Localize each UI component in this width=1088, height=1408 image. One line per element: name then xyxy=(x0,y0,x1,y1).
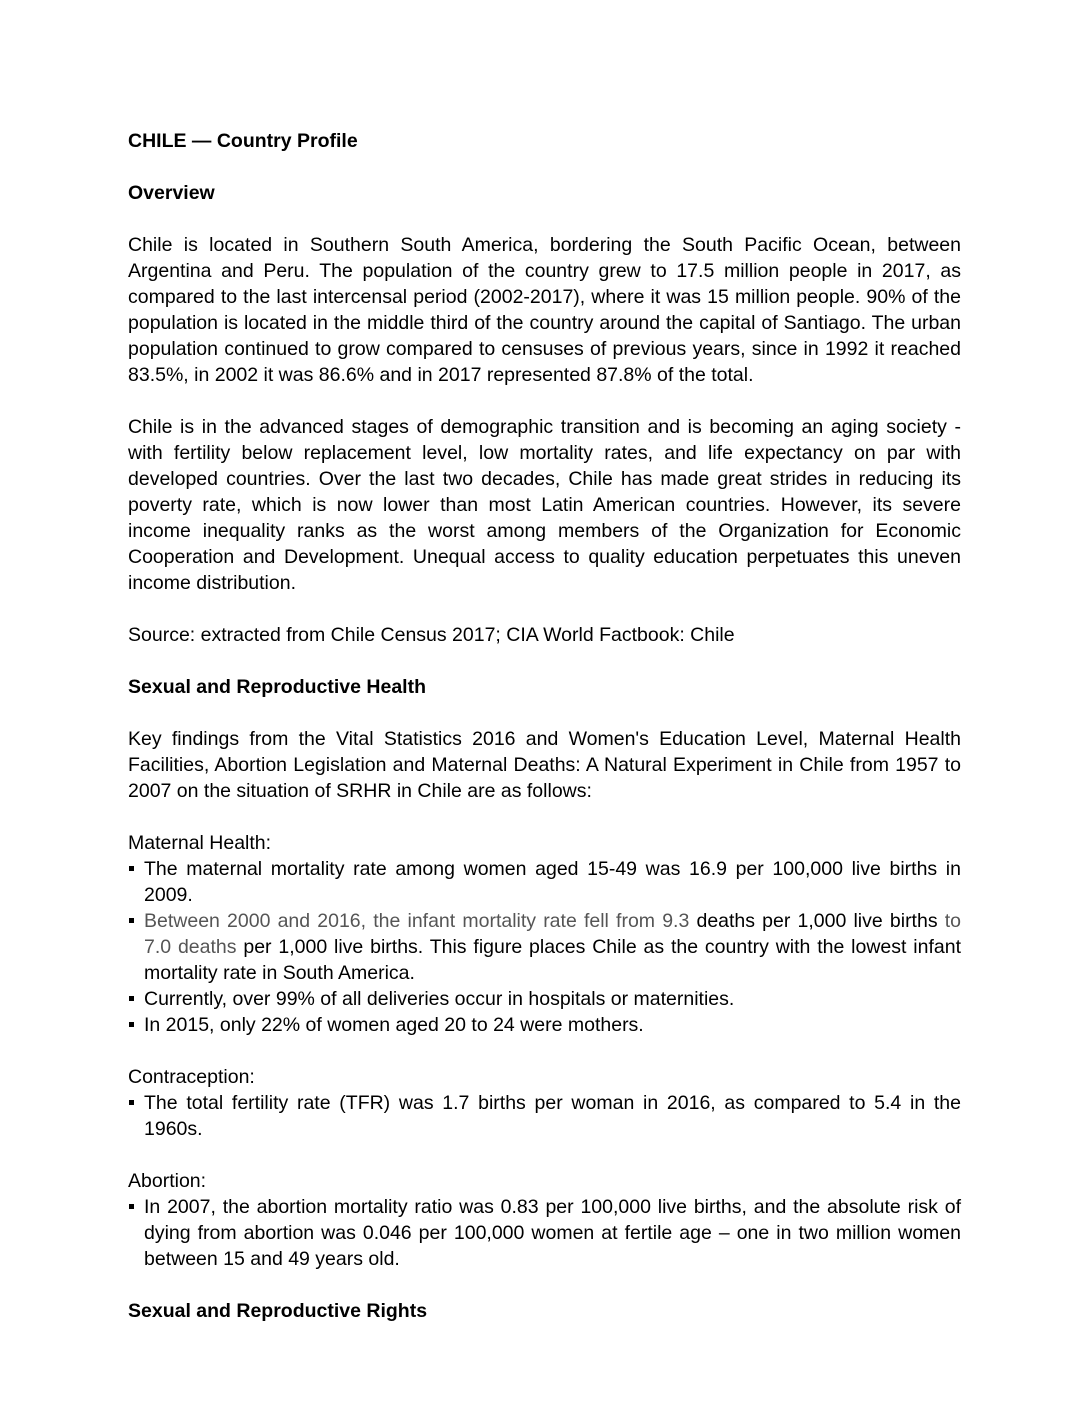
list-item-text-gray: Between 2000 and 2016, the infant mortality rate fell from 9.3 xyxy=(144,910,690,932)
srh-intro: Key findings from the Vital Statistics 2016 and Women's Education Level, Maternal Health Facilities, Abortion Legislation and Maternal Deaths: A Natural Experiment in Chile from 1957 to 2007 on the situation of SRHR in Chile are as follows: xyxy=(128,728,961,802)
list-item-text: deaths per 1,000 live births xyxy=(689,910,945,932)
document-page xyxy=(128,128,961,1324)
overview-heading: Overview xyxy=(128,182,215,204)
list-item xyxy=(128,908,961,986)
bullet-icon xyxy=(129,866,134,871)
srh-heading: Sexual and Reproductive Health xyxy=(128,676,426,698)
source-note: Source: extracted from Chile Census 2017; CIA World Factbook: Chile xyxy=(128,624,735,646)
list-item-text: The total fertility rate (TFR) was 1.7 births per woman in 2016, as compared to 5.4 in the 1960s. xyxy=(144,1092,961,1140)
overview-paragraph-1: Chile is located in Southern South America, bordering the South Pacific Ocean, between Argentina and Peru. The population of the country grew to 17.5 million people in 2017, as compared to the last intercensal period (2002-2017), where it was 15 million people. 90% of the population is located in the middle third of the country around the capital of Santiago. The urban population continued to grow compared to censuses of previous years, since in 1992 it reached 83.5%, in 2002 it was 86.6% and in 2017 represented 87.8% of the total. xyxy=(128,234,961,386)
list-item-text: per 1,000 live births. This figure places Chile as the country with the lowest infant mortality rate in South America. xyxy=(144,936,961,984)
list-item xyxy=(128,986,961,1012)
list-item-text-gray: to 7.0 deaths xyxy=(144,910,961,958)
bullet-icon xyxy=(129,1100,134,1105)
list-item-text: The maternal mortality rate among women aged 15-49 was 16.9 per 100,000 live births in 2009. xyxy=(144,858,961,906)
list-item xyxy=(128,856,961,908)
srr-heading: Sexual and Reproductive Rights xyxy=(128,1300,428,1322)
bullet-icon xyxy=(129,1022,134,1027)
list-item xyxy=(128,1194,961,1272)
overview-paragraph-2: Chile is in the advanced stages of demographic transition and is becoming an aging society - with fertility below replacement level, low mortality rates, and life expectancy on par with developed countries. Over the last two decades, Chile has made great strides in reducing its poverty rate, which is now lower than most Latin American countries. However, its severe income inequality ranks as the worst among members of the Organization for Economic Cooperation and Development. Unequal access to quality education perpetuates this uneven income distribution. xyxy=(128,416,961,594)
abortion-label: Abortion: xyxy=(128,1170,207,1192)
list-item-text: In 2015, only 22% of women aged 20 to 24 were mothers. xyxy=(144,1014,644,1036)
maternal-health-label: Maternal Health: xyxy=(128,832,272,854)
list-item xyxy=(128,1012,961,1038)
list-item xyxy=(128,1090,961,1142)
document-title: CHILE — Country Profile xyxy=(128,130,358,152)
list-item-text: In 2007, the abortion mortality ratio was 0.83 per 100,000 live births, and the absolute risk of dying from abortion was 0.046 per 100,000 women at fertile age – one in two million women between 15 and 49 years old. xyxy=(144,1196,961,1270)
bullet-icon xyxy=(129,1204,134,1209)
maternal-health-list xyxy=(128,856,961,1038)
contraception-label: Contraception: xyxy=(128,1066,255,1088)
abortion-list xyxy=(128,1194,961,1272)
bullet-icon xyxy=(129,996,134,1001)
bullet-icon xyxy=(129,918,134,923)
list-item-text: Currently, over 99% of all deliveries occur in hospitals or maternities. xyxy=(144,988,735,1010)
contraception-list xyxy=(128,1090,961,1142)
